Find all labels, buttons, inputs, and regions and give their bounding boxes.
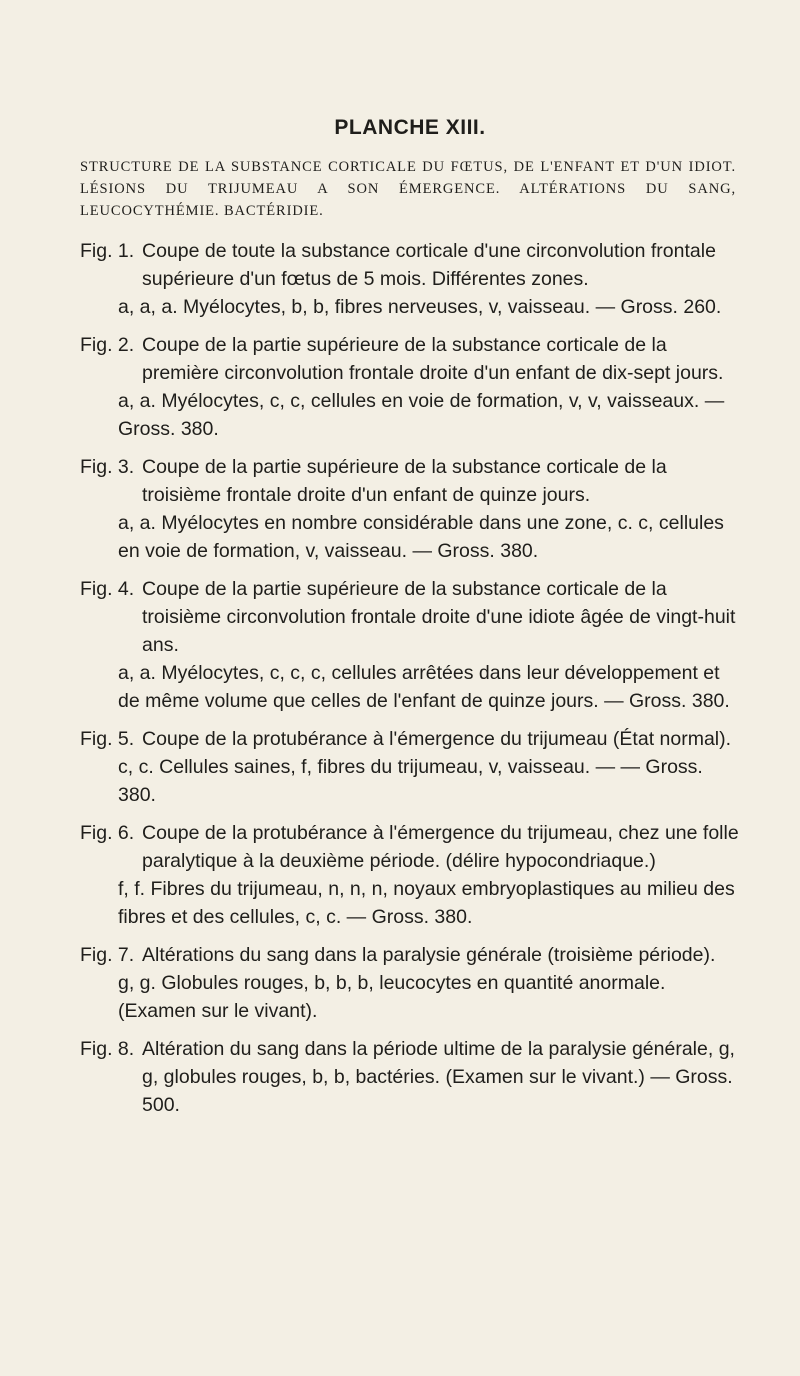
- figure-description: Altération du sang dans la période ultime de la paralysie générale, g, g, globules rouges, b, b, bactéries. (Examen sur le vivant.) — Gross. 500.: [142, 1038, 735, 1116]
- plate-title: PLANCHE XIII.: [334, 116, 486, 139]
- figure-legend: c, c. Cellules saines, f, fibres du trijumeau, v, vaisseau. — — Gross. 380.: [118, 756, 703, 806]
- figure-caption: [80, 331, 740, 443]
- figure-legend: a, a. Myélocytes, c, c, c, cellules arrêtées dans leur développement et de même volume que celles de l'enfant de quinze jours. — Gross. 380.: [118, 662, 730, 712]
- figure-legend: g, g. Globules rouges, b, b, b, leucocytes en quantité anormale. (Examen sur le vivant).: [118, 972, 666, 1022]
- figure-label: Fig. 2.: [80, 334, 135, 356]
- figure-label: Fig. 4.: [80, 578, 135, 600]
- figure-caption: [80, 453, 740, 565]
- figure-description: Coupe de la protubérance à l'émergence du trijumeau, chez une folle paralytique à la deuxième période. (délire hypocondriaque.): [142, 822, 739, 872]
- figure-label: Fig. 3.: [80, 456, 135, 478]
- figure-description: Coupe de la partie supérieure de la substance corticale de la troisième circonvolution frontale droite d'une idiote âgée de vingt-huit ans.: [142, 578, 736, 656]
- figure-description: Coupe de la partie supérieure de la substance corticale de la première circonvolution frontale droite d'un enfant de dix-sept jours.: [142, 334, 724, 384]
- figure-label: Fig. 8.: [80, 1038, 135, 1060]
- figure-captions: [80, 237, 740, 1129]
- figure-description: Coupe de la protubérance à l'émergence du trijumeau (État normal).: [142, 728, 732, 750]
- figure-legend: a, a. Myélocytes, c, c, cellules en voie de formation, v, v, vaisseaux. — Gross. 380.: [118, 390, 725, 440]
- figure-caption: [80, 237, 740, 321]
- figure-caption: [80, 725, 740, 809]
- figure-caption: [80, 575, 740, 715]
- figure-legend: f, f. Fibres du trijumeau, n, n, n, noyaux embryoplastiques au milieu des fibres et des cellules, c, c. — Gross. 380.: [118, 878, 735, 928]
- figure-description: Coupe de toute la substance corticale d'une circonvolution frontale supérieure d'un fœtus de 5 mois. Différentes zones.: [142, 240, 716, 290]
- figure-label: Fig. 5.: [80, 728, 135, 750]
- figure-label: Fig. 7.: [80, 944, 135, 966]
- figure-caption: [80, 1035, 740, 1119]
- figure-label: Fig. 1.: [80, 240, 135, 262]
- figure-legend: a, a, a. Myélocytes, b, b, fibres nerveuses, v, vaisseau. — Gross. 260.: [118, 296, 722, 318]
- figure-caption: [80, 941, 740, 1025]
- figure-description: Altérations du sang dans la paralysie générale (troisième période).: [142, 944, 716, 966]
- figure-description: Coupe de la partie supérieure de la substance corticale de la troisième frontale droite d'un enfant de quinze jours.: [142, 456, 667, 506]
- figure-caption: [80, 819, 740, 931]
- plate-subtitle: STRUCTURE DE LA SUBSTANCE CORTICALE DU FŒTUS, DE L'ENFANT ET D'UN IDIOT. LÉSIONS DU TRIJUMEAU A SON ÉMERGENCE. ALTÉRATIONS DU SANG, LEUCOCYTHÉMIE. BACTÉRIDIE.: [80, 159, 736, 219]
- figure-label: Fig. 6.: [80, 822, 135, 844]
- figure-legend: a, a. Myélocytes en nombre considérable dans une zone, c. c, cellules en voie de formation, v, vaisseau. — Gross. 380.: [118, 512, 724, 562]
